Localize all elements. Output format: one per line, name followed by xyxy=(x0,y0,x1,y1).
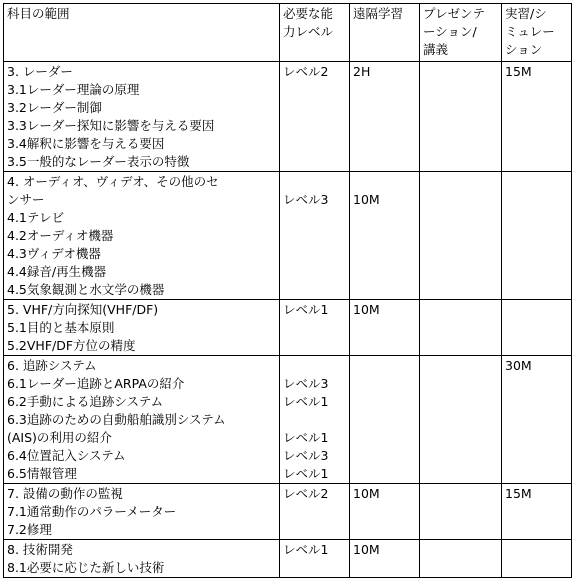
distance-cell: 10M xyxy=(350,540,420,578)
practice-cell xyxy=(502,540,572,578)
header-level: 必要な能 力レベル xyxy=(280,4,350,62)
syllabus-table xyxy=(3,3,572,578)
table-row xyxy=(4,172,572,300)
lecture-cell xyxy=(420,540,502,578)
lecture-cell xyxy=(420,172,502,300)
table-row xyxy=(4,484,572,540)
table-row xyxy=(4,356,572,484)
level-cell: レベル1 xyxy=(280,300,350,356)
distance-cell: 10M xyxy=(350,484,420,540)
practice-cell: 15M xyxy=(502,484,572,540)
table-row xyxy=(4,62,572,172)
level-cell: レベル3 xyxy=(280,172,350,300)
level-cell: レベル2 xyxy=(280,484,350,540)
distance-cell: 2H xyxy=(350,62,420,172)
topic-cell: 8. 技術開発 8.1必要に応じた新しい技術 xyxy=(4,540,280,578)
lecture-cell xyxy=(420,300,502,356)
topic-cell: 3. レーダー 3.1レーダー理論の原理 3.2レーダー制御 3.3レーダー探知に影響を与える要因 3.4解釈に影響を与える要因 3.5一般的なレーダー表示の特徴 xyxy=(4,62,280,172)
table-row xyxy=(4,540,572,578)
practice-cell: 30M xyxy=(502,356,572,484)
level-cell: レベル3 レベル1 レベル1 レベル3 レベル1 xyxy=(280,356,350,484)
lecture-cell xyxy=(420,484,502,540)
lecture-cell xyxy=(420,62,502,172)
practice-cell xyxy=(502,172,572,300)
distance-cell: 10M xyxy=(350,300,420,356)
header-scope: 科目の範囲 xyxy=(4,4,280,62)
header-lecture: プレゼンテ ーション/ 講義 xyxy=(420,4,502,62)
distance-cell xyxy=(350,356,420,484)
table-row xyxy=(4,300,572,356)
level-cell: レベル1 xyxy=(280,540,350,578)
header-distance: 遠隔学習 xyxy=(350,4,420,62)
topic-cell: 6. 追跡システム 6.1レーダー追跡とARPAの紹介 6.2手動による追跡システム 6.3追跡のための自動船舶識別システム (AIS)の利用の紹介 6.4位置記入システム 6.5情報管理 xyxy=(4,356,280,484)
topic-cell: 7. 設備の動作の監視 7.1通常動作のパラーメーター 7.2修理 xyxy=(4,484,280,540)
distance-cell: 10M xyxy=(350,172,420,300)
level-cell: レベル2 xyxy=(280,62,350,172)
header-row xyxy=(4,4,572,62)
topic-cell: 4. オーディオ、ヴィデオ、その他のセ ンサー 4.1テレビ 4.2オーディオ機器 4.3ヴィデオ機器 4.4録音/再生機器 4.5気象観測と水文学の機器 xyxy=(4,172,280,300)
header-practice: 実習/シ ミュレー ション xyxy=(502,4,572,62)
practice-cell: 15M xyxy=(502,62,572,172)
practice-cell xyxy=(502,300,572,356)
lecture-cell xyxy=(420,356,502,484)
topic-cell: 5. VHF/方向探知(VHF/DF) 5.1目的と基本原則 5.2VHF/DF方位の精度 xyxy=(4,300,280,356)
